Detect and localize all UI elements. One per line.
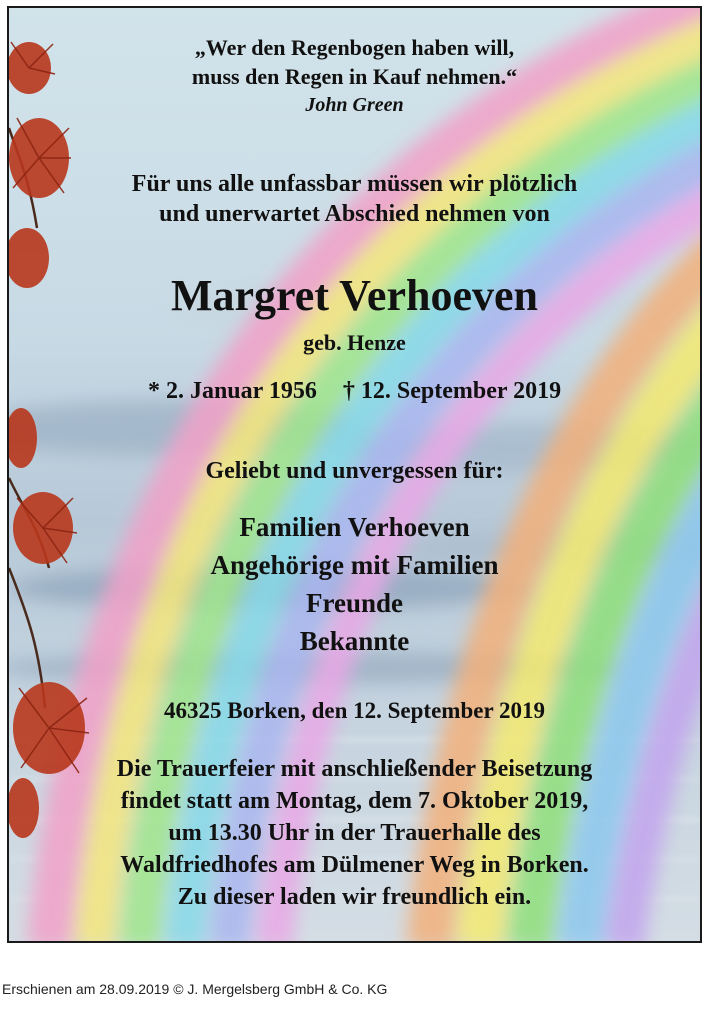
funeral-info-line: Waldfriedhofes am Dülmener Weg in Borken. xyxy=(120,852,589,878)
funeral-info-line: um 13.30 Uhr in der Trauerhalle des xyxy=(168,820,541,846)
life-dates xyxy=(9,378,700,405)
place-and-date: 46325 Borken, den 12. September 2019 xyxy=(164,698,545,723)
intro-line-1: Für uns alle unfassbar müssen wir plötzlich xyxy=(131,171,578,197)
intro-line-2: und unerwartet Abschied nehmen von xyxy=(159,201,550,227)
mourner-item: Bekannte xyxy=(299,626,410,656)
funeral-info-line: Die Trauerfeier mit anschließender Beisetzung xyxy=(116,756,593,782)
obituary-card xyxy=(7,6,702,943)
obituary-text xyxy=(9,8,700,941)
publication-footer: Erschienen am 28.09.2019 © J. Mergelsberg GmbH & Co. KG xyxy=(2,981,388,997)
mourner-item: Freunde xyxy=(305,588,403,618)
birth-date: * 2. Januar 1956 xyxy=(147,378,317,404)
quote-author: John Green xyxy=(305,94,404,116)
mourner-item: Angehörige mit Familien xyxy=(210,550,499,580)
quote-line-1: „Wer den Regenbogen haben will, xyxy=(194,35,515,60)
funeral-info-line: Zu dieser laden wir freundlich ein. xyxy=(177,884,532,910)
quote-line-2: muss den Regen in Kauf nehmen.“ xyxy=(191,64,518,89)
death-date: † 12. September 2019 xyxy=(342,378,562,404)
birth-name: geb. Henze xyxy=(303,330,406,355)
funeral-info-line: findet statt am Montag, dem 7. Oktober 2019, xyxy=(120,788,589,814)
mourners-heading: Geliebt und unvergessen für: xyxy=(205,458,504,484)
mourner-item: Familien Verhoeven xyxy=(239,512,470,542)
deceased-name: Margret Verhoeven xyxy=(171,271,538,320)
